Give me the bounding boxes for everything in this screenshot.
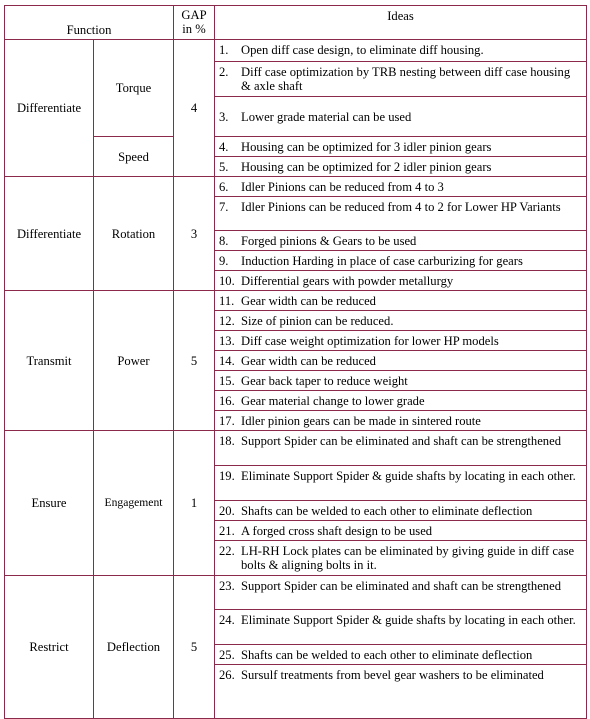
idea-text: Diff case optimization by TRB nesting between diff case housing & axle shaft (241, 65, 571, 93)
idea-cell (215, 231, 587, 251)
function-cell: Differentiate (5, 40, 94, 177)
idea-text: Support Spider can be eliminated and shaft can be strengthened (241, 434, 561, 448)
subfunction-cell: Torque (94, 40, 174, 137)
idea-number: 13. (219, 334, 235, 348)
idea-number: 9. (219, 254, 229, 268)
gap-cell: 3 (174, 177, 215, 291)
idea-number: 7. (219, 200, 229, 214)
idea-number: 4. (219, 140, 229, 154)
header-gap-line1: GAP (181, 8, 207, 22)
idea-text: Gear width can be reduced (241, 294, 376, 308)
idea-text: Gear back taper to reduce weight (241, 374, 408, 388)
idea-cell (215, 331, 587, 351)
idea-number: 25. (219, 648, 235, 662)
idea-number: 15. (219, 374, 235, 388)
idea-cell (215, 271, 587, 291)
idea-text: Induction Harding in place of case carburizing for gears (241, 254, 523, 268)
idea-number: 23. (219, 579, 235, 593)
function-gap-ideas-table (4, 5, 587, 719)
subfunction-cell: Power (94, 291, 174, 431)
idea-number: 8. (219, 234, 229, 248)
idea-cell (215, 521, 587, 541)
idea-text: Shafts can be welded to each other to eliminate deflection (241, 648, 533, 662)
table-row (5, 177, 587, 197)
idea-cell (215, 137, 587, 157)
idea-cell (215, 197, 587, 231)
idea-text: Forged pinions & Gears to be used (241, 234, 417, 248)
idea-number: 2. (219, 65, 229, 79)
idea-number: 24. (219, 613, 235, 627)
idea-text: Size of pinion can be reduced. (241, 314, 394, 328)
gap-cell: 4 (174, 40, 215, 177)
idea-number: 17. (219, 414, 235, 428)
subfunction-cell: Deflection (94, 576, 174, 719)
idea-text: Support Spider can be eliminated and shaft can be strengthened (241, 579, 561, 593)
idea-text: Idler pinion gears can be made in sintered route (241, 414, 481, 428)
function-cell: Transmit (5, 291, 94, 431)
gap-cell: 5 (174, 291, 215, 431)
idea-number: 16. (219, 394, 235, 408)
idea-number: 18. (219, 434, 235, 448)
idea-text: Differential gears with powder metallurgy (241, 274, 454, 288)
idea-cell (215, 291, 587, 311)
idea-number: 3. (219, 110, 229, 124)
idea-text: Housing can be optimized for 2 idler pinion gears (241, 160, 492, 174)
header-ideas: Ideas (215, 6, 587, 40)
idea-number: 5. (219, 160, 229, 174)
subfunction-cell: Rotation (94, 177, 174, 291)
header-row (5, 6, 587, 40)
idea-cell (215, 541, 587, 576)
idea-text: Diff case weight optimization for lower HP models (241, 334, 499, 348)
function-cell: Differentiate (5, 177, 94, 291)
idea-cell (215, 501, 587, 521)
idea-number: 11. (219, 294, 235, 308)
idea-cell (215, 157, 587, 177)
table-row (5, 431, 587, 466)
header-gap-line2: in % (182, 22, 206, 36)
idea-cell (215, 466, 587, 501)
function-cell: Ensure (5, 431, 94, 576)
gap-cell: 1 (174, 431, 215, 576)
idea-number: 6. (219, 180, 229, 194)
idea-cell (215, 371, 587, 391)
table-row (5, 40, 587, 62)
idea-text: Eliminate Support Spider & guide shafts by locating in each other. (241, 613, 576, 627)
idea-text: Lower grade material can be used (241, 110, 412, 124)
gap-cell: 5 (174, 576, 215, 719)
idea-number: 1. (219, 43, 229, 57)
idea-text: A forged cross shaft design to be used (241, 524, 433, 538)
idea-text: Open diff case design, to eliminate diff housing. (241, 43, 484, 57)
idea-text: LH-RH Lock plates can be eliminated by giving guide in diff case bolts & aligning bolts in it. (241, 544, 575, 572)
idea-number: 26. (219, 668, 235, 682)
idea-cell (215, 251, 587, 271)
subfunction-cell: Engagement (94, 431, 174, 576)
idea-text: Eliminate Support Spider & guide shafts by locating in each other. (241, 469, 576, 483)
idea-text: Sursulf treatments from bevel gear washers to be eliminated (241, 668, 544, 682)
idea-cell (215, 431, 587, 466)
idea-cell (215, 665, 587, 719)
idea-number: 12. (219, 314, 235, 328)
subfunction-cell: Speed (94, 137, 174, 177)
idea-cell (215, 177, 587, 197)
idea-number: 22. (219, 544, 235, 558)
idea-number: 14. (219, 354, 235, 368)
idea-cell (215, 411, 587, 431)
idea-number: 21. (219, 524, 235, 538)
idea-cell (215, 62, 587, 97)
idea-text: Housing can be optimized for 3 idler pinion gears (241, 140, 492, 154)
idea-cell (215, 40, 587, 62)
idea-cell (215, 610, 587, 645)
idea-text: Idler Pinions can be reduced from 4 to 2 for Lower HP Variants (241, 200, 561, 214)
idea-cell (215, 311, 587, 331)
idea-cell (215, 97, 587, 137)
function-cell: Restrict (5, 576, 94, 719)
idea-text: Idler Pinions can be reduced from 4 to 3 (241, 180, 444, 194)
idea-cell (215, 576, 587, 610)
table-row (5, 576, 587, 610)
table-row (5, 291, 587, 311)
idea-number: 20. (219, 504, 235, 518)
idea-cell (215, 351, 587, 371)
idea-cell (215, 391, 587, 411)
idea-cell (215, 645, 587, 665)
idea-number: 10. (219, 274, 235, 288)
idea-text: Shafts can be welded to each other to eliminate deflection (241, 504, 533, 518)
idea-text: Gear width can be reduced (241, 354, 376, 368)
header-function: Function (5, 6, 174, 40)
idea-text: Gear material change to lower grade (241, 394, 425, 408)
header-gap (174, 6, 215, 40)
idea-number: 19. (219, 469, 235, 483)
